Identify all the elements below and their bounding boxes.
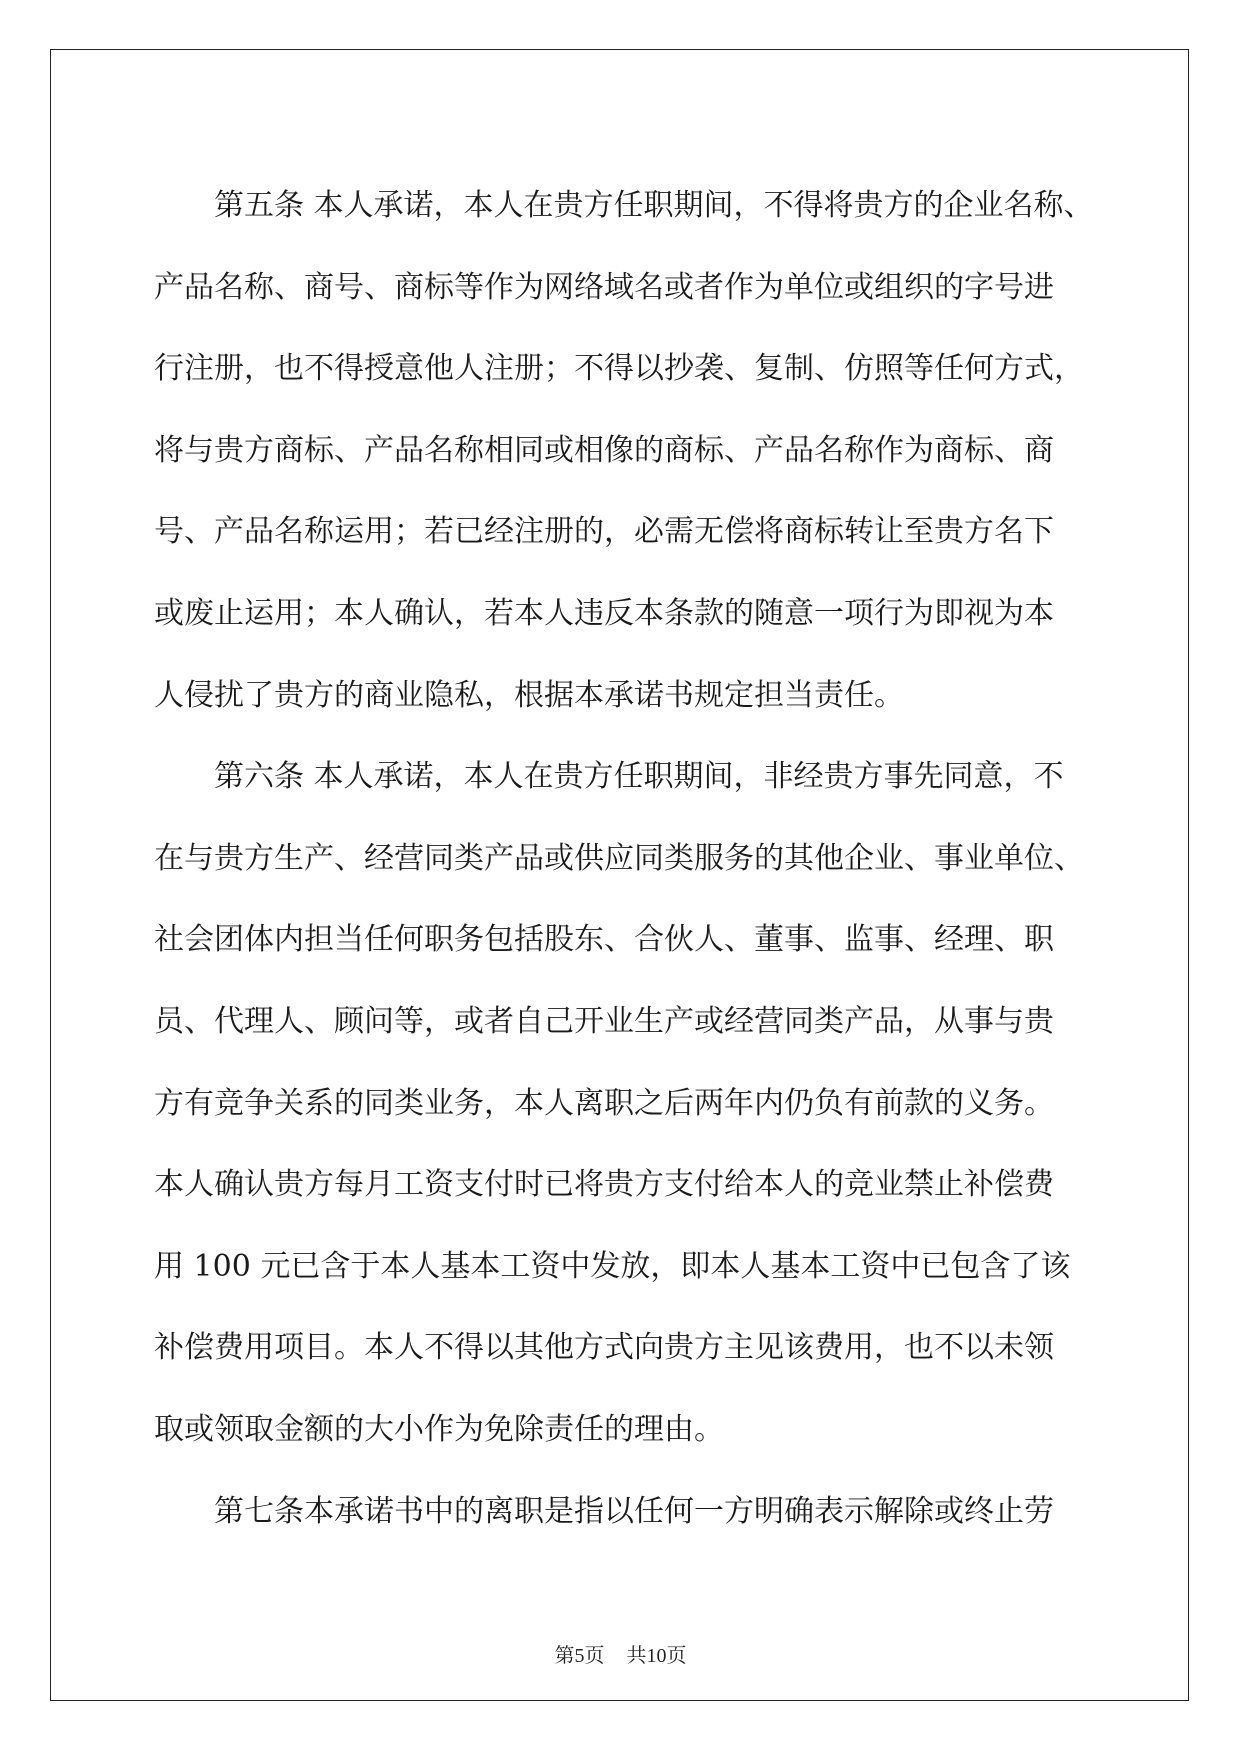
total-suffix: 页 [666, 1643, 687, 1667]
text-line: 人侵扰了贵方的商业隐私，根据本承诺书规定担当责任。 [154, 677, 904, 713]
total-prefix: 共 [626, 1643, 647, 1667]
page-footer [0, 1639, 1241, 1668]
page-number: 5 [574, 1645, 585, 1667]
total-pages: 10 [646, 1645, 667, 1667]
paragraph-article-5 [154, 165, 1094, 736]
text-line: 第七条本承诺书中的离职是指以任何一方明确表示解除或终止劳 [214, 1493, 1054, 1529]
text-line: 在与贵方生产、经营同类产品或供应同类服务的其他企业、事业单位、 [154, 840, 1084, 876]
page-suffix: 页 [584, 1643, 605, 1667]
text-line: 第六条 本人承诺，本人在贵方任职期间，非经贵方事先同意，不 [214, 759, 1064, 795]
text-line: 用 100 元已含于本人基本工资中发放，即本人基本工资中已包含了该 [154, 1248, 1071, 1284]
text-line: 本人确认贵方每月工资支付时已将贵方支付给本人的竞业禁止补偿费 [154, 1167, 1054, 1203]
paragraph-article-6 [154, 736, 1094, 1470]
page-prefix: 第 [554, 1643, 575, 1667]
text-line: 行注册，也不得授意他人注册；不得以抄袭、复制、仿照等任何方式， [154, 351, 1084, 387]
text-line: 第五条 本人承诺，本人在贵方任职期间，不得将贵方的企业名称、 [214, 188, 1094, 223]
text-line: 取或领取金额的大小作为免除责任的理由。 [154, 1411, 724, 1447]
text-line: 补偿费用项目。本人不得以其他方式向贵方主见该费用，也不以未领 [154, 1330, 1054, 1366]
document-body [154, 165, 1094, 1552]
paragraph-article-7 [154, 1471, 1094, 1553]
text-line: 号、产品名称运用；若已经注册的，必需无偿将商标转让至贵方名下 [154, 514, 1054, 550]
text-line: 社会团体内担当任何职务包括股东、合伙人、董事、监事、经理、职 [154, 922, 1054, 958]
text-line: 产品名称、商号、商标等作为网络域名或者作为单位或组织的字号进 [154, 269, 1054, 305]
text-line: 或废止运用；本人确认，若本人违反本条款的随意一项行为即视为本 [154, 595, 1054, 631]
text-line: 将与贵方商标、产品名称相同或相像的商标、产品名称作为商标、商 [154, 432, 1054, 468]
text-line: 员、代理人、顾问等，或者自己开业生产或经营同类产品，从事与贵 [154, 1003, 1054, 1039]
text-line: 方有竞争关系的同类业务，本人离职之后两年内仍负有前款的义务。 [154, 1085, 1054, 1121]
